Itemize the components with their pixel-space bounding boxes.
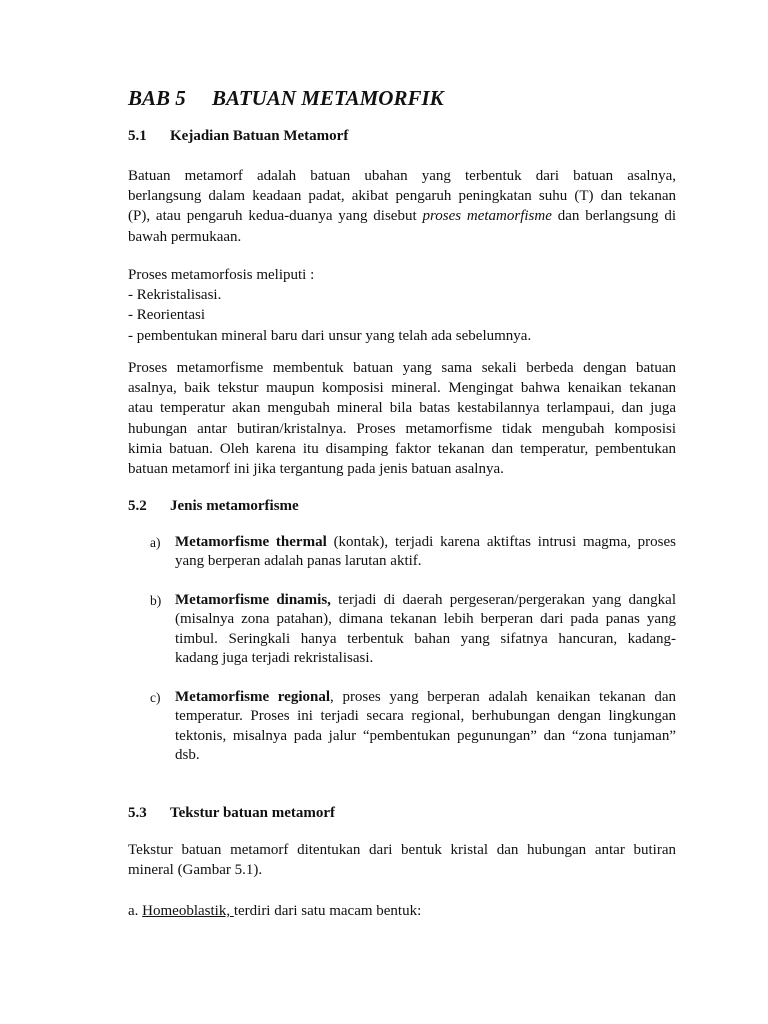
item-line: (misalnya zona patahan), dimana tekanan lebih berperan dari pada panas yang [175,611,676,628]
paragraph-line: bawah permukaan. [128,228,242,245]
list-marker: c) [150,690,161,705]
item-prefix: a. [128,903,143,919]
chapter-number: BAB 5 [128,86,186,110]
chapter-heading [128,84,444,112]
section-number: 5.1 [128,128,147,144]
list-intro: Proses metamorfosis meliputi : [128,267,315,283]
section-number: 5.3 [128,805,147,821]
section-title: Jenis metamorfisme [170,498,299,514]
list-marker: b) [150,593,162,608]
text-run: dan berlangsung di [551,208,677,225]
text-run: terdiri dari satu macam bentuk: [233,903,422,919]
section-5-1-paragraph-2 [128,358,676,479]
section-5-2-heading [128,496,299,516]
text-run: terjadi di daerah pergeseran/pergerakan yang dangkal [330,592,677,608]
item-line [175,533,676,552]
paragraph-line: Tekstur batuan metamorf ditentukan dari bentuk kristal dan hubungan antar butiran [128,842,676,858]
paragraph-line [128,206,676,226]
texture-item-a [128,901,421,921]
term: Homeoblastik, [142,903,234,919]
section-title: Kejadian Batuan Metamorf [170,128,349,144]
term: Metamorfisme dinamis, [175,592,331,608]
item-line: timbul. Seringkali hanya terbentuk bahan yang sifatnya hancuran, kadang- [175,630,676,647]
item-line: temperatur. Proses ini terjadi secara regional, berhubungan dengan lingkungan [175,708,676,725]
paragraph-line: hubungan antar butiran/kristalnya. Proses metamorfisme tidak mengubah komposisi [128,420,676,437]
list-item: - Reorientasi [128,307,206,324]
term: Metamorfisme regional [175,689,331,705]
emphasis-text: proses metamorfisme [422,208,552,225]
term: Metamorfisme thermal [175,534,327,550]
section-title: Tekstur batuan metamorf [170,805,336,821]
item-line: dsb. [175,747,200,764]
chapter-title: BATUAN METAMORFIK [212,86,444,110]
section-5-3-heading [128,803,335,823]
metamorphosis-process-list [128,265,531,346]
section-5-1-heading [128,126,348,146]
section-5-3-paragraph [128,840,676,880]
item-line: kadang juga terjadi rekristalisasi. [175,650,374,667]
paragraph-line: Proses metamorfisme membentuk batuan yang sama sekali berbeda dengan batuan [128,360,676,376]
list-item: - pembentukan mineral baru dari unsur yang telah ada sebelumnya. [128,327,532,344]
paragraph-line: berlangsung dalam keadaan padat, akibat pengaruh peningkatan suhu (T) dan tekanan [128,188,676,205]
item-line: tektonis, misalnya pada jalur “pembentukan pegunungan” dan “zona tunjaman” [175,727,676,744]
paragraph-line: kimia batuan. Oleh karena itu disamping faktor tekanan dan temperatur, pembentukan [128,440,676,457]
paragraph-line: Batuan metamorf adalah batuan ubahan yang terbentuk dari batuan asalnya, [128,168,676,184]
section-number: 5.2 [128,498,147,514]
list-item: - Rekristalisasi. [128,287,222,304]
text-run: , proses yang berperan adalah kenaikan tekanan dan [330,689,676,705]
paragraph-line: asalnya, baik tekstur maupun komposisi mineral. Mengingat bahwa kenaikan tekanan [128,380,676,397]
paragraph-line: mineral (Gambar 5.1). [128,862,263,879]
text-run: (P), atau pengaruh kedua-duanya yang disebut [128,208,423,225]
item-line [175,591,676,610]
paragraph-line: batuan metamorf ini jika tergantung pada jenis batuan asalnya. [128,460,504,477]
list-marker: a) [150,535,161,550]
section-5-1-paragraph-1 [128,166,676,247]
item-line [175,688,676,707]
text-run: (kontak), terjadi karena aktiftas intrusi magma, proses [326,534,676,550]
paragraph-line: atau temperatur akan mengubah mineral bila batas kestabilannya terlampaui, dan juga [128,400,676,417]
item-line: yang berperan adalah panas larutan aktif. [175,553,422,570]
